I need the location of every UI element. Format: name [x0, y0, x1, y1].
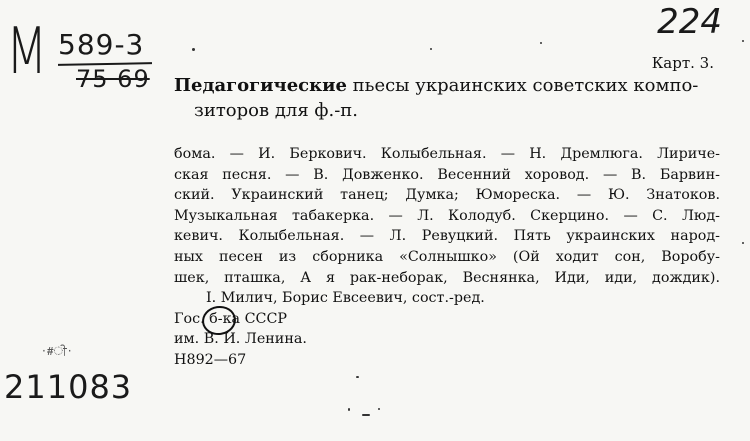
body-line: бома. — И. Беркович. Колыбельная. — Н. Дремлюга. Лириче-: [174, 146, 720, 162]
speck: [378, 408, 380, 410]
speck: [742, 242, 744, 244]
handwritten-card-number: 224: [657, 2, 722, 42]
body-line: Музыкальная табакерка. — Л. Колодуб. Скерцино. — С. Люд-: [174, 207, 720, 224]
card-title: [174, 73, 720, 123]
handwritten-letter: М: [6, 15, 48, 89]
body-line: шек, пташка, А я рак-неборак, Веснянка, Иди, иди, дождик).: [174, 269, 720, 286]
handwritten-bottom-number: 211083: [4, 368, 133, 406]
library-line: Гос. б-ка СССР: [174, 310, 288, 327]
title-rest: пьесы украинских советских компо-: [346, 75, 699, 96]
body-line: кевич. Колыбельная. — Л. Ревуцкий. Пять украинских народ-: [174, 228, 720, 245]
card-body: [174, 144, 720, 371]
speck: [540, 42, 542, 44]
body-line: ных песен из сборника «Солнышко» (Ой ходит сон, Воробу-: [174, 248, 720, 265]
editor-line: I. Милич, Борис Евсеевич, сост.-ред.: [206, 290, 485, 307]
speck: [356, 376, 359, 378]
speck: [742, 40, 744, 42]
speck: [362, 414, 370, 416]
body-line: ская песня. — В. Довженко. Весенний хоровод. — В. Барвин-: [174, 166, 720, 183]
speck: [430, 48, 432, 50]
library-line: Н892—67: [174, 351, 247, 368]
title-bold-word: Педагогические: [174, 75, 347, 96]
library-line: им. В. И. Ленина.: [174, 331, 307, 348]
speck: [192, 48, 195, 51]
card-label: Карт. 3.: [651, 54, 714, 72]
faint-stamp: ·#ੀ·: [42, 344, 73, 358]
title-line-2: зиторов для ф.-п.: [194, 100, 359, 121]
speck: [348, 408, 350, 411]
handwritten-code-bottom: 75 69: [76, 65, 150, 93]
handwritten-code-top: 589-3: [58, 28, 145, 61]
body-line: ский. Украинский танец; Думка; Юмореска. — Ю. Знатоков.: [174, 187, 720, 204]
